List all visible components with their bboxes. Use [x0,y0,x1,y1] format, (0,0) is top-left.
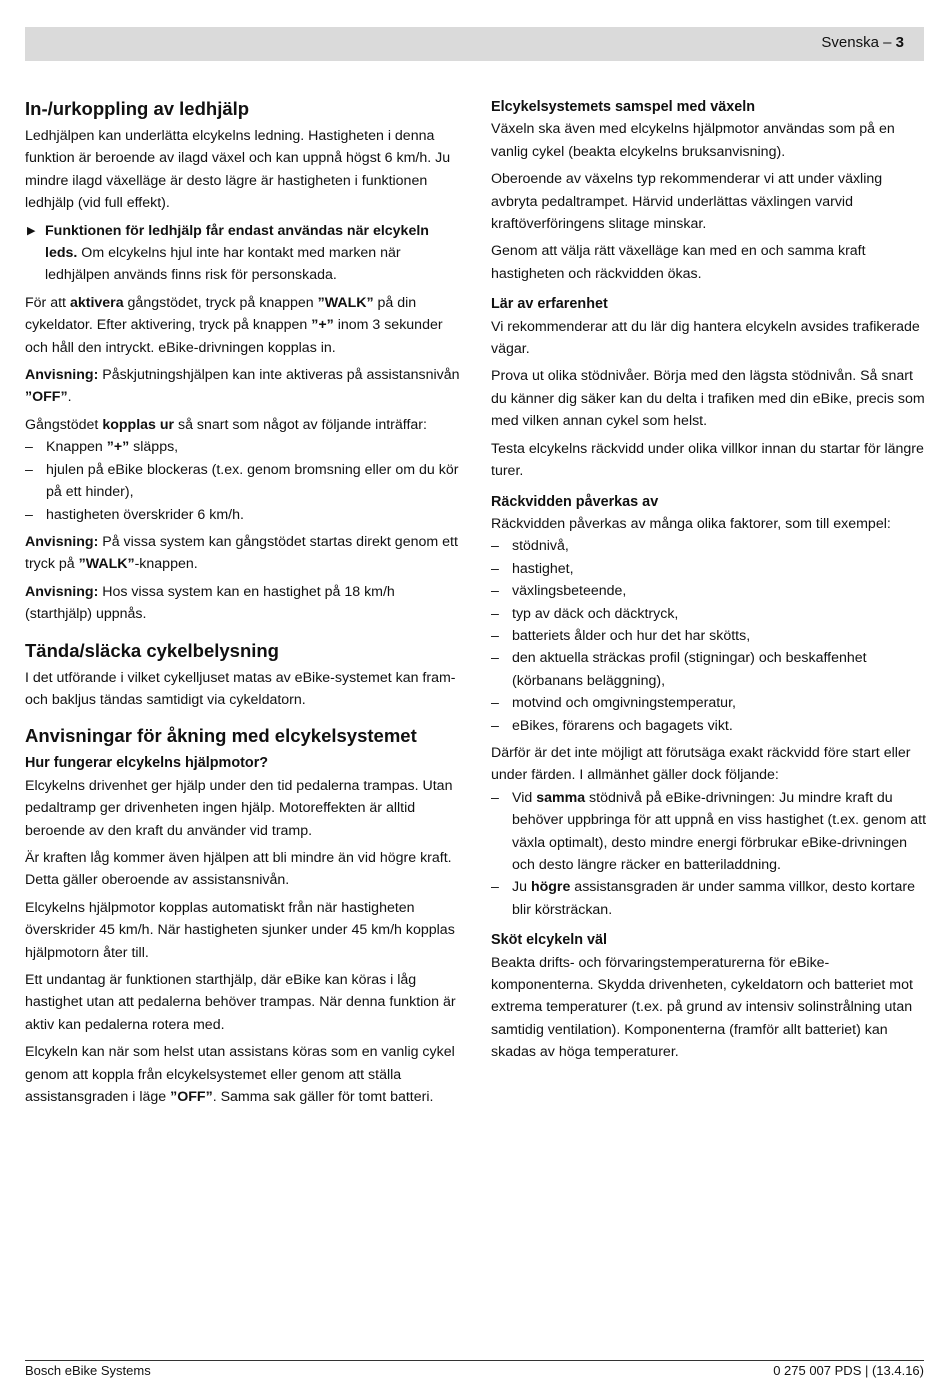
paragraph: Elcykelns hjälpmotor kopplas automatiskt från när hastigheten överskrider 45 km/h. När hastigheten sjunker under 45 km/h kopplas hjälpmotorn åter till. [25,899,455,961]
list-item: – hastigheten överskrider 6 km/h. [25,504,461,526]
note-paragraph [25,531,461,576]
text: Hos vissa system kan en hastighet på 18 km/h (starthjälp) uppnås. [25,583,395,623]
note-paragraph [25,364,461,409]
text: stödnivå på eBike-drivningen: Ju mindre kraft du behöver uppbringa för att uppnå en viss hastighet (t.ex. genom att växla optimalt), desto mindre energi förbrukar eBike-drivningen och desto längre räcker en batteriladdning. [512,789,927,873]
note-label: Anvisning: [25,367,99,384]
paragraph: Beakta drifts- och förvaringstemperaturerna för eBike-komponenterna. Skydda drivenheten, cykeldatorn och batteriet mot extrema temperaturer (t.ex. på grund av intensiv solinstrålning utan samtidig ventilation). Komponenterna (framför allt batteriet) kan skadas av höga temperaturer. [491,954,913,1061]
list-item: – motvind och omgivningstemperatur, [491,692,927,714]
footer-doc-id: 0 275 007 PDS | (13.4.16) [773,1363,924,1378]
footer-divider [25,1360,924,1361]
paragraph: Genom att välja rätt växelläge kan med en och samma kraft hastigheten och räckvidden ökas. [491,243,866,282]
bold-text: ”WALK” [317,294,374,311]
text: . Samma sak gäller för tomt batteri. [212,1089,434,1106]
bold-text: ”WALK” [78,556,135,573]
subheading: Elcykelsystemets samspel med växeln [491,99,755,115]
paragraph: Vi rekommenderar att du lär dig hantera elcykeln avsides trafikerade vägar. [491,318,920,358]
note-label: Anvisning: [25,583,99,600]
paragraph: Oberoende av växelns typ rekommenderar vi att under växling avbryta pedaltrampet. Härvid underlättas växlingen varvid kraftöverföringens slitage minskar. [491,171,883,233]
paragraph: I det utförande i vilket cykelljuset matas av eBike-systemet kan fram- och bakljus tändas samtidigt via cykeldatorn. [25,669,456,708]
text: släpps, [129,439,179,456]
footer-brand: Bosch eBike Systems [25,1363,151,1378]
paragraph: Testa elcykelns räckvidd under olika villkor innan du startar för längre turer. [491,440,924,480]
header-separator: – [878,34,896,51]
range-factors-list [491,535,927,737]
list-item: – batteriets ålder och hur det har skötts, [491,625,927,647]
header-language: Svenska [821,34,879,51]
subheading: Sköt elcykeln väl [491,932,607,949]
subheading: Räckvidden påverkas av [491,493,659,510]
text: På vissa system kan gångstödet startas direkt genom ett tryck på [25,533,458,573]
paragraph: Prova ut olika stödnivåer. Börja med den lägsta stödnivån. Så snart du känner dig säker kan du delta i trafiken med din eBike, precis som med vilken annan cykel som helst. [491,368,925,430]
list-item: – eBikes, förarens och bagagets vikt. [491,715,927,737]
paragraph: Ledhjälpen kan underlätta elcykelns ledning. Hastigheten i denna funktion är beroende av ilagd växel och kan uppnå högst 6 km/h. Ju mindre ilagd växelläge är desto lägre är hastigheten i funktionen ledhjälp (vid full effekt). [25,128,451,212]
list-item [491,876,927,921]
paragraph: Elcykelns drivenhet ger hjälp under den tid pedalerna trampas. Utan pedaltramp ger drivenheten ingen hjälp. Motoreffekten är alltid beroende av den kraft du använder vid tramp. [25,777,453,839]
bold-text: ”OFF” [170,1089,213,1106]
note-paragraph [25,581,461,626]
paragraph-deactivate [25,414,461,436]
list-item: – den aktuella sträckas profil (stigningar) och beskaffenhet (körbanans beläggning), [491,647,927,692]
bold-text: samma [536,789,586,806]
bold-text: ”+” [106,439,130,456]
bold-text: högre [530,879,571,896]
text: på din cykeldator. Efter aktivering, tryck på knappen [25,294,417,334]
section-title-walk-assist: In-/urkoppling av ledhjälp [25,98,250,119]
warning-bold-text: Funktionen för ledhjälp får endast användas när elcykeln leds. [45,222,429,262]
text: Gångstödet [25,416,103,433]
page-number-label [821,34,904,51]
bold-text: ”+” [311,317,334,334]
text: assistansgraden är under samma villkor, desto kortare blir körsträckan. [512,879,915,918]
list-item [25,436,461,458]
paragraph [25,1041,461,1108]
paragraph: Växeln ska även med elcykelns hjälpmotor användas som på en vanlig cykel (beakta elcykelns bruksanvisning). [491,121,895,160]
text: -knappen. [134,556,198,573]
warning-triangle-icon: ▶ [27,224,36,237]
text: Elcykeln kan när som helst utan assistans köras som en vanlig cykel genom att koppla från elcykelsystemet eller genom att ställa assistansgraden i läge [25,1044,455,1106]
paragraph: Ett undantag är funktionen starthjälp, där eBike kan köras i låg hastighet utan att pedalerna behöver trampas. När denna funktion är aktiv kan pedalerna rotera med. [25,972,456,1033]
right-column [491,96,927,1069]
bold-text: kopplas ur [102,416,175,433]
paragraph: Därför är det inte möjligt att förutsäga exakt räckvidd före start eller under färden. I allmänhet gäller dock följande: [491,744,911,784]
paragraph: Räckvidden påverkas av många olika faktorer, som till exempel: [491,515,891,532]
list-item: – växlingsbeteende, [491,580,927,602]
left-column [25,96,461,1113]
list-item [491,787,927,877]
section-title-lighting: Tända/släcka cykelbelysning [25,639,279,661]
header-page-number: 3 [895,34,904,51]
list-item: – hastighet, [491,558,927,580]
paragraph-activate [25,292,461,359]
text: . [67,389,72,406]
list-item: – hjulen på eBike blockeras (t.ex. genom bromsning eller om du kör på ett hinder), [25,459,461,504]
paragraph: Är kraften låg kommer även hjälpen att bli mindre än vid högre kraft. Detta gäller oberoende av assistansnivån. [25,849,452,889]
safety-warning [25,220,461,287]
list-item: – stödnivå, [491,535,927,557]
text: Vid [512,789,537,806]
text: inom 3 sekunder och håll den intryckt. eBike-drivningen kopplas in. [25,317,443,356]
text: Knappen [46,439,107,456]
text: så snart som något av följande inträffar: [174,416,427,433]
bold-text: aktivera [69,294,124,311]
text: gångstödet, tryck på knappen [123,294,318,311]
list-item: – typ av däck och däcktryck, [491,603,927,625]
subheading: Lär av erfarenhet [491,296,608,313]
text: Ju [512,879,531,896]
subheading: Hur fungerar elcykelns hjälpmotor? [25,755,269,772]
note-label: Anvisning: [25,533,99,550]
range-rules-list [491,787,927,921]
page-header-bar [25,27,924,61]
text: Påskjutningshjälpen kan inte aktiveras på assistansnivån [98,367,460,384]
warning-text: Om elcykelns hjul inte har kontakt med marken när ledhjälpen används finns risk för personskada. [45,245,401,284]
text: För att [25,294,70,311]
section-title-riding-notes: Anvisningar för åkning med elcykelsystemet [25,725,417,747]
deactivate-list [25,436,461,526]
bold-text: ”OFF” [25,389,68,406]
